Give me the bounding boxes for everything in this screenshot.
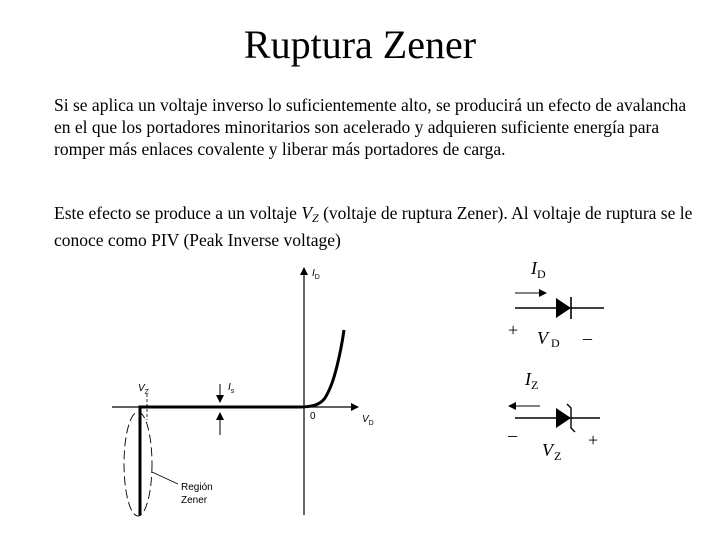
zener-region-leader	[152, 472, 178, 484]
paragraph-text-start: Este efecto se produce a un voltaje	[54, 203, 302, 223]
id-current-label: $I_D$	[531, 258, 546, 281]
zener-region-label-line1: Región	[181, 482, 213, 493]
paragraph-avalanche: Si se aplica un voltaje inverso lo suficientemente alto, se producirá un efecto de avalancha en el que los portadores minoritarios son acelerado y adquieren suficiente energía para romper más enlaces covalente y liberar más portadores de carga.	[54, 95, 687, 159]
vz-plus-sign: +	[588, 430, 599, 450]
slide-title: Ruptura Zener	[243, 22, 477, 67]
zener-region-ellipse	[124, 412, 152, 516]
vd-plus-sign: +	[508, 320, 519, 340]
paragraph-text-end: (voltaje de ruptura Zener). Al voltaje de ruptura se le conoce como PIV (Peak Inverse voltage)	[54, 203, 693, 250]
vd-minus-sign: –	[583, 328, 592, 348]
vd-voltage-label: V D	[537, 328, 560, 350]
is-label: $I_s$	[228, 382, 235, 395]
diode-zener-triangle	[556, 408, 571, 428]
y-axis-label: $I_D$	[312, 268, 320, 281]
diode-forward-symbol	[508, 258, 604, 350]
vz-minus-sign: –	[508, 425, 517, 445]
vz-symbol: V	[301, 203, 313, 223]
vz-graph-label: $V_Z$	[138, 383, 149, 396]
diode-forward-triangle	[556, 298, 571, 318]
vz-voltage-label: $V_Z$	[542, 440, 562, 463]
zener-characteristic-graph	[112, 268, 374, 516]
x-axis-label: $V_D$	[362, 414, 374, 427]
zener-region-label-line2: Zener	[181, 495, 208, 506]
origin-label: 0	[310, 411, 316, 422]
diode-zener-symbol	[507, 369, 600, 463]
iz-current-label: $I_Z$	[525, 369, 539, 392]
vz-symbol-subscript: Z	[312, 211, 319, 225]
characteristic-curve	[140, 330, 344, 515]
